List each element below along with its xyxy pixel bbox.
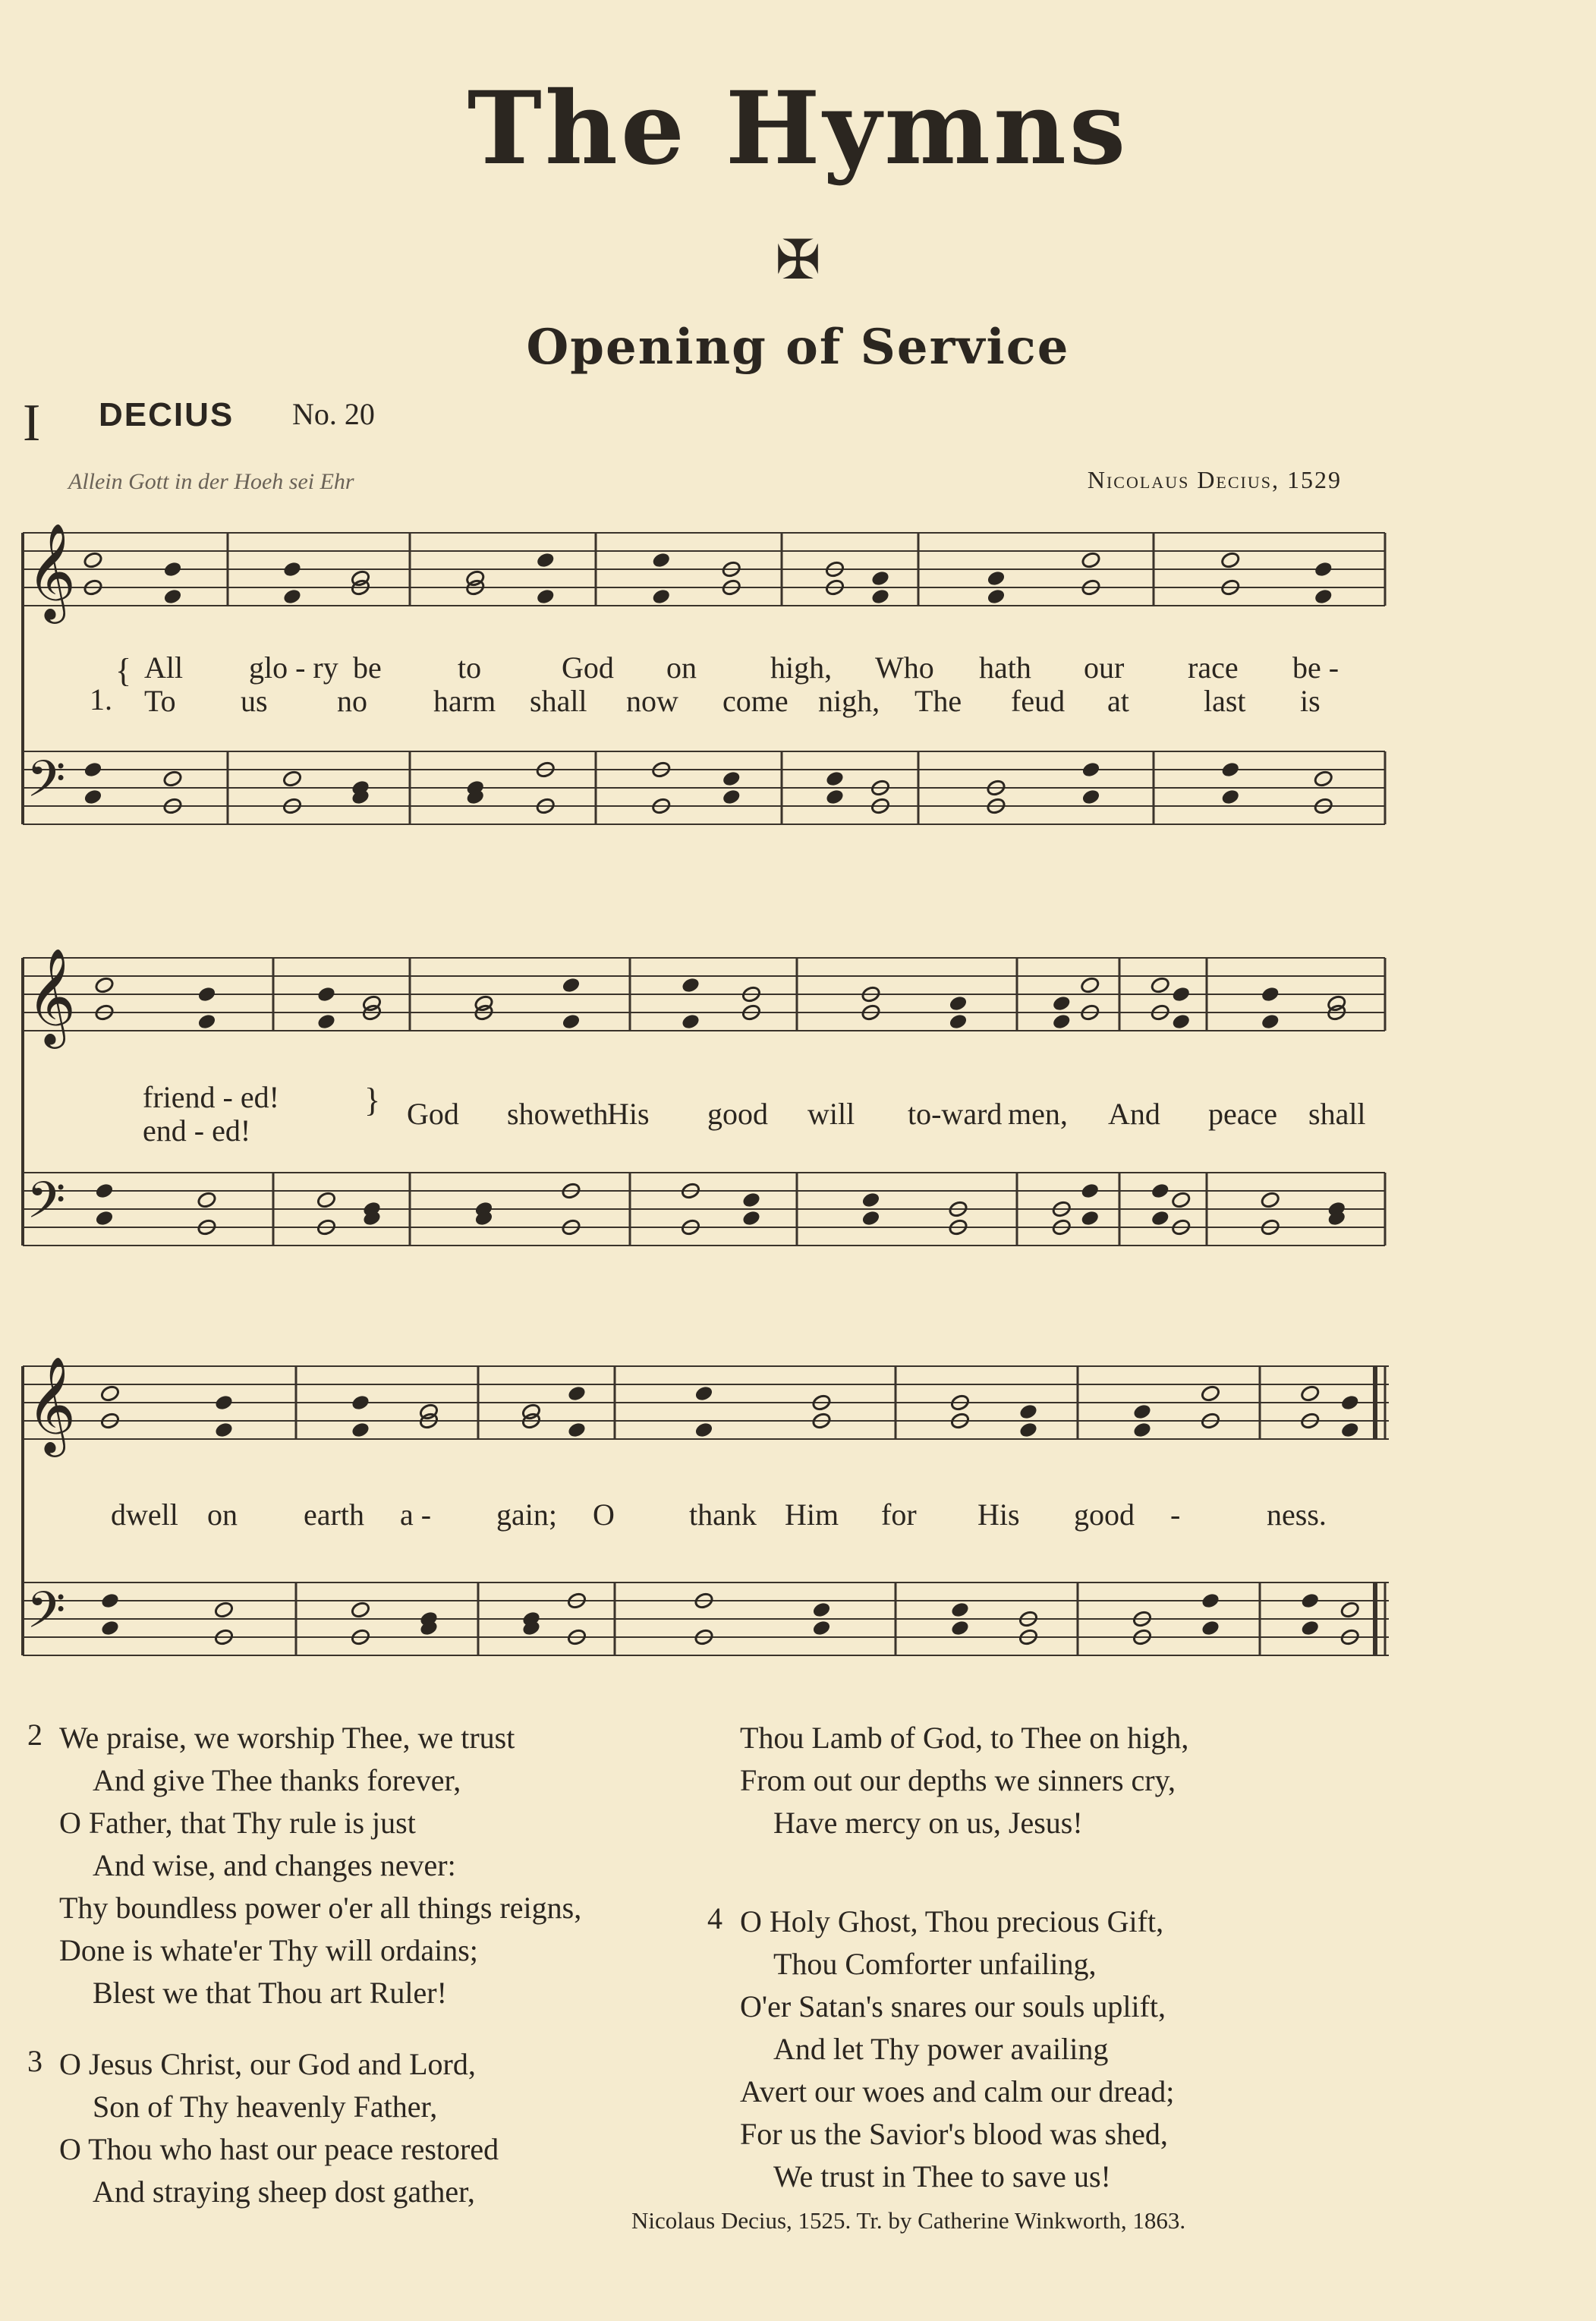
note-head: [1300, 1592, 1321, 1610]
note-head: [681, 1012, 701, 1031]
note-head: [1201, 1592, 1221, 1610]
note-head: [1171, 1012, 1191, 1031]
lyric-word: to-ward: [908, 1097, 1003, 1131]
composer-credit: Nicolaus Decius, 1529: [1087, 466, 1342, 493]
lyric-word: harm: [433, 684, 496, 718]
lyric-word: us: [241, 684, 268, 718]
lyric-word: showeth: [507, 1097, 609, 1131]
lyric-word: glo - ry: [249, 650, 338, 685]
lyric-word: will: [807, 1097, 855, 1131]
stanza-line: O Thou who hast our peace restored: [59, 2132, 499, 2166]
text-credit: Nicolaus Decius, 1525. Tr. by Catherine Winkworth, 1863.: [631, 2207, 1186, 2234]
tune-number: No. 20: [292, 397, 375, 431]
note-head: [811, 1619, 832, 1637]
note-head: [282, 560, 303, 578]
stanza-line: For us the Savior's blood was shed,: [740, 2117, 1168, 2151]
clef-icon: 𝄞: [27, 522, 77, 619]
note-head: [825, 788, 845, 806]
stanza-line: And straying sheep dost gather,: [93, 2175, 475, 2209]
stanza-number-2: 2: [27, 1718, 42, 1752]
note-head: [1339, 1421, 1360, 1439]
lyrics-line-1b: [144, 683, 1396, 721]
lyric-friend-ed: friend - ed!: [143, 1080, 279, 1114]
lyric-word: last: [1204, 684, 1246, 718]
stanza-line: Blest we that Thou art Ruler!: [93, 1976, 447, 2010]
note-head: [100, 1592, 121, 1610]
note-head: [316, 1191, 337, 1209]
clef-icon: 𝄞: [27, 1356, 77, 1453]
note-head: [567, 1384, 587, 1403]
lyric-word: good: [1074, 1497, 1135, 1532]
note-head: [1201, 1619, 1221, 1637]
note-head: [861, 1209, 881, 1227]
note-head: [741, 1209, 762, 1227]
note-head: [1260, 1191, 1280, 1209]
lyric-word: gain;: [496, 1497, 557, 1532]
lyric-word: for: [881, 1497, 917, 1532]
stanza-line: From out our depths we sinners cry,: [740, 1763, 1176, 1797]
note-head: [1339, 1394, 1360, 1412]
stanza-number-3: 3: [27, 2044, 42, 2078]
note-head: [861, 1191, 881, 1209]
lyric-word: our: [1084, 650, 1125, 685]
lyric-end-ed: end - ed!: [143, 1113, 251, 1148]
note-head: [651, 551, 672, 569]
lyric-word: high,: [770, 650, 833, 685]
note-head: [870, 587, 891, 606]
note-head: [351, 1421, 371, 1439]
lyric-word: thank: [689, 1497, 757, 1532]
note-head: [1150, 976, 1170, 994]
note-head: [1080, 1209, 1100, 1227]
note-head: [1171, 1191, 1191, 1209]
note-head: [1051, 994, 1072, 1012]
note-head: [681, 976, 701, 994]
lyric-word: His: [607, 1097, 650, 1131]
hymn-number: I: [23, 394, 41, 452]
lyric-word: Who: [875, 650, 934, 685]
lyric-word: nigh,: [818, 684, 880, 718]
lyric-word: O: [593, 1497, 615, 1532]
note-head: [651, 587, 672, 606]
stanza-4: [740, 1901, 1174, 2198]
lyric-word: His: [977, 1497, 1020, 1532]
lyric-word: dwell: [111, 1497, 178, 1532]
lyric-word: shall: [1308, 1097, 1366, 1131]
note-head: [162, 560, 183, 578]
note-head: [950, 1601, 971, 1619]
lyric-word: good: [707, 1097, 768, 1131]
note-head: [94, 976, 115, 994]
page-title: The Hymns: [467, 70, 1129, 187]
verse-number: 1.: [90, 682, 112, 716]
note-head: [351, 1601, 371, 1619]
lyric-word: be -: [1292, 650, 1339, 685]
note-head: [1201, 1384, 1221, 1403]
lyric-word: peace: [1208, 1097, 1278, 1131]
note-head: [197, 985, 217, 1003]
clef-icon: 𝄢: [27, 750, 66, 820]
lyric-word: -: [1170, 1497, 1181, 1532]
note-head: [1081, 551, 1101, 569]
note-head: [1220, 788, 1241, 806]
lyric-word: Him: [785, 1497, 839, 1532]
note-head: [316, 1012, 337, 1031]
note-head: [825, 770, 845, 788]
note-head: [94, 1209, 115, 1227]
note-head: [535, 587, 556, 606]
stanza-line: And let Thy power availing: [773, 2032, 1109, 2066]
stanza-line: Thy boundless power o'er all things reigns,: [59, 1891, 582, 1925]
note-head: [1313, 560, 1333, 578]
note-head: [950, 1619, 971, 1637]
note-head: [1260, 1012, 1280, 1031]
note-head: [1300, 1619, 1321, 1637]
note-head: [1313, 770, 1333, 788]
note-head: [1080, 976, 1100, 994]
stanza-line: Son of Thy heavenly Father,: [93, 2090, 438, 2124]
stanza-line: Have mercy on us, Jesus!: [773, 1806, 1083, 1840]
note-head: [1260, 985, 1280, 1003]
brace-icon: {: [115, 652, 132, 689]
lyric-word: hath: [979, 650, 1031, 685]
stanza-2: [59, 1717, 581, 2014]
note-head: [282, 587, 303, 606]
lyric-word: God: [562, 650, 614, 685]
stanza-line: O Father, that Thy rule is just: [59, 1806, 416, 1840]
note-head: [694, 1421, 714, 1439]
note-head: [162, 770, 183, 788]
clef-icon: 𝄢: [27, 1581, 66, 1652]
lyric-word: now: [626, 684, 678, 718]
note-head: [1081, 761, 1101, 779]
lyric-word: earth: [304, 1497, 364, 1532]
lyric-word: All: [144, 650, 184, 685]
note-head: [1081, 788, 1101, 806]
stanza-line: O Holy Ghost, Thou precious Gift,: [740, 1904, 1164, 1938]
note-head: [316, 985, 337, 1003]
brace-close-icon: }: [364, 1082, 381, 1119]
lyric-word: And: [1108, 1097, 1160, 1131]
stanza-3-continued: [740, 1717, 1188, 1844]
note-head: [1051, 1012, 1072, 1031]
stanza-line: O Jesus Christ, our God and Lord,: [59, 2047, 476, 2081]
cross-ornament-icon: ✠: [775, 230, 821, 291]
note-head: [694, 1384, 714, 1403]
note-head: [83, 761, 103, 779]
lyric-word: The: [914, 684, 962, 718]
stanza-line: And give Thee thanks forever,: [93, 1763, 461, 1797]
lyric-word: men,: [1008, 1097, 1068, 1131]
note-head: [811, 1601, 832, 1619]
note-head: [100, 1384, 121, 1403]
note-head: [986, 587, 1006, 606]
original-title: Allein Gott in der Hoeh sei Ehr: [68, 469, 354, 494]
clef-icon: 𝄢: [27, 1171, 66, 1242]
note-head: [1313, 587, 1333, 606]
note-head: [197, 1191, 217, 1209]
lyric-word: at: [1107, 684, 1129, 718]
note-head: [1171, 985, 1191, 1003]
lyrics-line-1a: [144, 650, 1396, 688]
tune-name: DECIUS: [99, 396, 235, 433]
note-head: [351, 1394, 371, 1412]
note-head: [567, 1421, 587, 1439]
note-head: [1220, 551, 1241, 569]
stanza-line: We trust in Thee to save us!: [773, 2159, 1111, 2193]
note-head: [162, 587, 183, 606]
note-head: [100, 1619, 121, 1637]
section-title: Opening of Service: [526, 319, 1070, 376]
stanza-3: [59, 2043, 499, 2213]
note-head: [1132, 1403, 1153, 1421]
note-head: [94, 1182, 115, 1200]
note-head: [986, 569, 1006, 587]
note-head: [1150, 1209, 1170, 1227]
note-head: [197, 1012, 217, 1031]
note-head: [1018, 1403, 1039, 1421]
note-head: [1220, 761, 1241, 779]
note-head: [535, 551, 556, 569]
lyric-word: no: [337, 684, 367, 718]
note-head: [83, 551, 103, 569]
note-head: [741, 1191, 762, 1209]
lyric-word: ness.: [1267, 1497, 1327, 1532]
note-head: [83, 788, 103, 806]
note-head: [870, 569, 891, 587]
lyric-word: God: [407, 1097, 459, 1131]
lyric-word: to: [458, 650, 482, 685]
stanza-line: Avert our woes and calm our dread;: [740, 2074, 1175, 2108]
lyric-word: race: [1188, 650, 1239, 685]
lyric-word: feud: [1011, 684, 1066, 718]
note-head: [214, 1601, 235, 1619]
note-head: [1150, 1182, 1170, 1200]
note-head: [214, 1394, 235, 1412]
lyric-word: shall: [530, 684, 587, 718]
note-head: [1300, 1384, 1321, 1403]
note-head: [721, 788, 741, 806]
stanza-line: We praise, we worship Thee, we trust: [59, 1721, 515, 1755]
note-head: [561, 976, 581, 994]
note-head: [1018, 1421, 1039, 1439]
stanza-number-4: 4: [707, 1901, 722, 1935]
note-head: [1339, 1601, 1360, 1619]
stanza-line: O'er Satan's snares our souls uplift,: [740, 1989, 1166, 2023]
note-head: [561, 1012, 581, 1031]
stanza-line: Done is whate'er Thy will ordains;: [59, 1933, 478, 1967]
note-head: [721, 770, 741, 788]
stanza-line: Thou Comforter unfailing,: [773, 1947, 1097, 1981]
lyric-word: come: [722, 684, 789, 718]
lyric-word: a -: [400, 1497, 432, 1532]
lyric-word: is: [1300, 684, 1321, 718]
note-head: [1132, 1421, 1153, 1439]
lyric-word: on: [207, 1497, 238, 1532]
note-head: [948, 1012, 968, 1031]
note-head: [214, 1421, 235, 1439]
lyric-word: be: [353, 650, 382, 685]
stanza-line: Thou Lamb of God, to Thee on high,: [740, 1721, 1189, 1755]
lyric-word: on: [666, 650, 697, 685]
lyrics-line-2: [407, 1096, 1409, 1134]
lyric-word: To: [144, 684, 176, 718]
clef-icon: 𝄞: [27, 947, 77, 1044]
note-head: [282, 770, 303, 788]
stanza-line: And wise, and changes never:: [93, 1848, 456, 1882]
note-head: [948, 994, 968, 1012]
note-head: [1080, 1182, 1100, 1200]
lyrics-line-3: [111, 1497, 1363, 1535]
